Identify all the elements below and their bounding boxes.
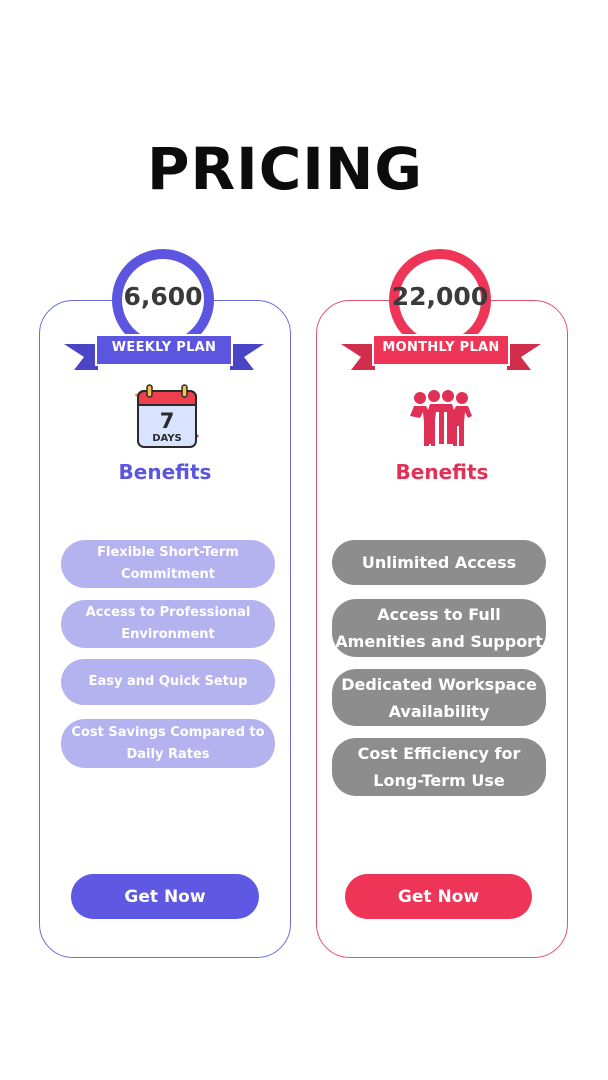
weekly-benefit-item: Flexible Short-Term Commitment — [61, 540, 275, 588]
weekly-price: 6,600 — [123, 282, 203, 311]
weekly-benefit-item: Cost Savings Compared to Daily Rates — [61, 719, 275, 768]
weekly-benefit-item: Easy and Quick Setup — [61, 659, 275, 705]
monthly-benefit-item: Cost Efficiency for Long-Term Use — [332, 738, 546, 796]
monthly-get-now-button[interactable]: Get Now — [345, 874, 532, 919]
monthly-plan-label: MONTHLY PLAN — [382, 340, 500, 355]
weekly-plan-label: WEEKLY PLAN — [111, 340, 217, 355]
weekly-get-now-button[interactable]: Get Now — [71, 874, 259, 919]
weekly-benefit-item: Access to Professional Environment — [61, 600, 275, 648]
group-people-icon — [406, 390, 476, 446]
calendar-7-days-icon — [133, 381, 203, 451]
monthly-benefits-title: Benefits — [395, 460, 489, 484]
monthly-benefit-item: Unlimited Access — [332, 540, 546, 585]
monthly-benefit-item: Access to Full Amenities and Support — [332, 599, 546, 657]
monthly-benefit-item: Dedicated Workspace Availability — [332, 669, 546, 726]
monthly-price: 22,000 — [391, 282, 489, 311]
page-title: PRICING — [146, 135, 424, 203]
calendar-icon-number: 7 — [159, 409, 175, 433]
calendar-icon-days: DAYS — [152, 433, 182, 444]
weekly-benefits-title: Benefits — [118, 460, 212, 484]
